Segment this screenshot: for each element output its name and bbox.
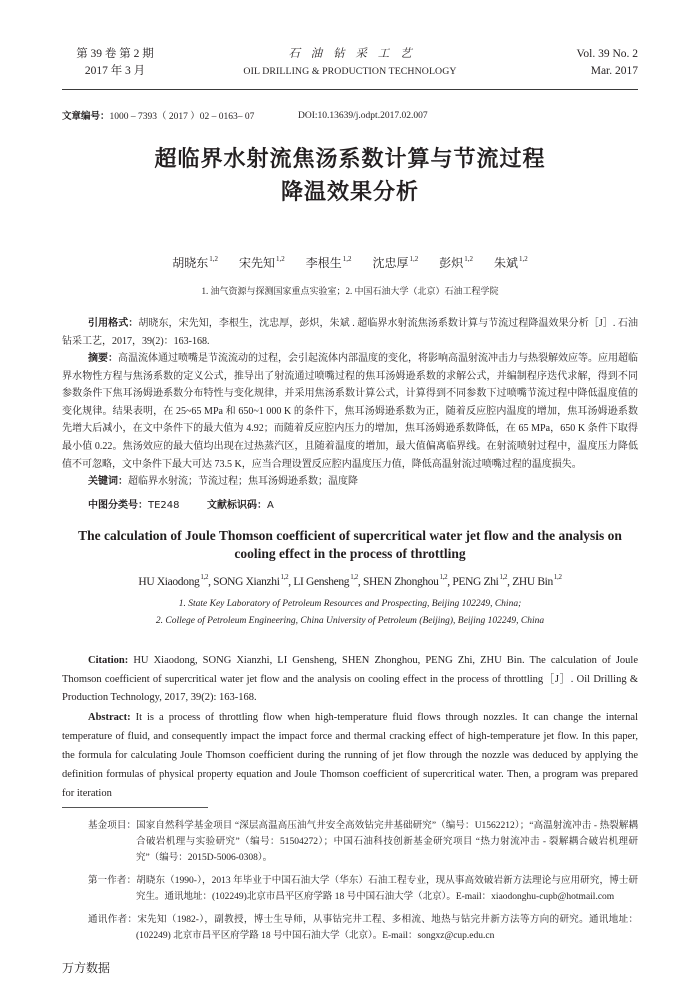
journal-name-en: OIL DRILLING & PRODUCTION TECHNOLOGY xyxy=(243,66,457,77)
author-name: HU Xiaodong xyxy=(138,576,200,589)
clc-label: 中图分类号： xyxy=(88,500,148,512)
author-affil-sup: 1,2 xyxy=(350,573,358,582)
clc-value: TE248 xyxy=(148,500,180,512)
author-affil-sup: 1,2 xyxy=(519,255,528,263)
footnote-text: 宋先知（1982-），副教授，博士生导师，从事钻完井工程、多相流、地热与钻完井新方法等方向的研究。通讯地址：(102249) 北京市昌平区府学路 18 号中国石油大学（北京）。E-mail：songxz@cup.edu.cn xyxy=(136,915,638,941)
author-cn xyxy=(306,256,352,270)
author-affil-sup: 1,2 xyxy=(464,255,474,263)
footnote-label: 通讯作者： xyxy=(88,914,138,925)
title-en: The calculation of Joule Thomson coefficient of supercritical water jet flow and the analysis on cooling effect in the process of throttling xyxy=(78,528,622,562)
footnotes xyxy=(62,818,638,951)
author-affil-sup: 1,2 xyxy=(439,573,448,582)
date-cn: 2017 年 3 月 xyxy=(84,65,146,77)
author-affil-sup: 1,2 xyxy=(200,573,209,582)
keywords-cn-label: 关键词： xyxy=(88,476,128,488)
doc-code-label: 文献标识码： xyxy=(207,500,267,512)
author-affil-sup: 1,2 xyxy=(342,255,352,263)
author-name: 彭炽 xyxy=(439,256,464,270)
author-separator: , xyxy=(357,576,363,589)
citation-en-text: HU Xiaodong, SONG Xianzhi, LI Gensheng, SHEN Zhonghou, PENG Zhi, ZHU Bin. The calculation of Joule Thomson coefficient of supercritical water jet flow and the analysis on cooling effect in the process of throttling［J］. Oil Drilling & Production Technology, 2017, 39(2): 163-168. xyxy=(62,655,638,704)
author-name: LI Gensheng xyxy=(293,576,350,589)
citation-en xyxy=(62,652,638,708)
clc-group xyxy=(88,497,207,514)
author-name: 胡晓东 xyxy=(172,256,209,270)
author-cn xyxy=(172,256,218,270)
author-name: ZHU Bin xyxy=(512,576,553,589)
title-cn-line: 降温效果分析 xyxy=(280,180,419,205)
author-en xyxy=(213,573,294,589)
citation-en-label: Citation: xyxy=(88,655,129,667)
keywords-cn-text: 超临界水射流；节流过程；焦耳汤姆逊系数；温度降 xyxy=(128,476,358,488)
article-id-value: 1000 – 7393（ 2017 ）02 – 0163– 07 xyxy=(109,112,255,122)
abstract-en-text: It is a process of throttling flow when high-temperature fluid flows through nozzles. It can change the internal temperature of fluid, and consequently impact the impact force and thermal cracking effect of high-temperature jet flow. In this paper, the formula for calculating Joule Thomson coefficient during the running of jet flow through the nozzle was deduced by applying the definition formulas of physical property equation and Joule Thomson coefficient of supercritical water. Then, a program was prepared for iteration xyxy=(62,711,638,799)
author-en xyxy=(452,573,513,589)
author-cn xyxy=(373,256,419,270)
author-affil-sup: 1,2 xyxy=(280,573,289,582)
author-name: 沈忠厚 xyxy=(372,256,409,270)
article-front-matter xyxy=(62,143,638,803)
doi: DOI:10.13639/j.odpt.2017.02.007 xyxy=(298,111,428,121)
source-watermark: 万方数据 xyxy=(62,961,111,975)
classification xyxy=(62,497,638,514)
footnote-label: 基金项目： xyxy=(88,820,137,831)
footnote-text: 国家自然科学基金项目 “深层高温高压油气井安全高效钻完井基础研究”（编号：U1562212）；“高温射流冲击 - 热裂解耦合破岩机理与实验研究”（编号：51504272）；中国石油科技创新基金研究项目 “热力射流冲击 - 裂解耦合破岩机理研究”（编号：2015D-5006-0308）。 xyxy=(136,821,638,863)
authors-en xyxy=(62,573,638,591)
author-separator: , xyxy=(288,576,294,589)
citation-cn-text: 胡晓东，宋先知，李根生，沈忠厚，彭炽，朱斌 . 超临界水射流焦汤系数计算与节流过程降温效果分析［J］. 石油钻采工艺，2017，39(2)：163-168. xyxy=(62,318,638,347)
abstract-en-label: Abstract: xyxy=(88,711,131,723)
issue-en: Vol. 39 No. 2 xyxy=(576,48,638,60)
author-separator: , xyxy=(507,576,513,589)
footnote-first-author xyxy=(62,873,638,905)
author-affil-sup: 1,2 xyxy=(553,573,562,582)
author-affil-sup: 1,2 xyxy=(499,573,508,582)
abstract-en xyxy=(62,708,638,803)
keywords-cn xyxy=(62,473,638,490)
author-en xyxy=(138,573,214,589)
title-cn xyxy=(62,143,638,209)
article-id-label: 文章编号： xyxy=(62,111,110,122)
issue-cn: 第 39 卷 第 2 期 xyxy=(76,48,154,60)
author-en xyxy=(362,573,453,589)
citation-cn-label: 引用格式： xyxy=(88,318,139,329)
date-en: Mar. 2017 xyxy=(590,65,638,77)
footnote-rule xyxy=(62,807,208,808)
author-cn xyxy=(494,256,528,270)
affiliation-en-line: 1. State Key Laboratory of Petroleum Resources and Prospecting, Beijing 102249, China; xyxy=(178,599,522,610)
footnote-corresponding-author xyxy=(62,912,638,944)
footnote-label: 第一作者： xyxy=(88,875,137,886)
author-cn xyxy=(439,256,473,270)
affiliations-cn: 1. 油气资源与探测国家重点实验室；2. 中国石油大学（北京）石油工程学院 xyxy=(201,286,499,296)
footnote-text: 胡晓东（1990-），2013 年毕业于中国石油大学（华东）石油工程专业，现从事高效破岩新方法理论与应用研究，博士研究生。通讯地址：(102249)北京市昌平区府学路 18 号中国石油大学（北京）。E-mail：xiaodonghu-cupb@hotmail.com xyxy=(136,876,638,902)
footnote-funding xyxy=(62,818,638,866)
title-cn-line: 超临界水射流焦汤系数计算与节流过程 xyxy=(154,147,546,172)
abstract-cn xyxy=(62,350,638,473)
author-name: SONG Xianzhi xyxy=(213,576,280,589)
author-affil-sup: 1,2 xyxy=(275,255,285,263)
author-name: 宋先知 xyxy=(238,256,275,270)
author-en xyxy=(512,573,562,589)
abstract-cn-text: 高温流体通过喷嘴是节流流动的过程，会引起流体内部温度的变化，将影响高温射流冲击力与热裂解效应等。应用超临界水物性方程与焦汤系数的定义公式，推导出了射流通过喷嘴过程的焦耳汤姆逊系数的求解公式，并编制程序迭代求解，得到不同参数条件下焦耳汤姆逊系数分布特性与变化规律，并采用焦汤系数计算公式，计算得到不同参数下过喷嘴节流过程中降低温度值的变化规律。结果表明，在 25~65 MPa 和 650~1 000 K 的条件下，焦耳汤姆逊系数为正，随着反应腔内温度的增加，焦耳汤姆逊系数先增大后减小，在文中条件下的最大值为 4.92；而随着反应腔内压力的增加，焦耳汤姆逊系数降低，在 65 MPa，650 K 条件下取得最小值 0.22。焦汤效应的最大值均出现在过热蒸汽区，且随着温度的增加，最大值偏离临界线。在射流喷射过程中，温度压力降低值不可忽略，文中条件下最大可达 73.5 K，应当合理设置反应腔内温度压力值，降低高温射流过喷嘴过程的温度损失。 xyxy=(62,353,638,470)
citation-cn xyxy=(62,315,638,350)
abstract-cn-label: 摘要： xyxy=(88,353,118,364)
author-affil-sup: 1,2 xyxy=(209,255,218,263)
affiliations-en xyxy=(62,596,638,630)
header-rule xyxy=(62,89,638,90)
author-affil-sup: 1,2 xyxy=(409,255,419,263)
author-name: PENG Zhi xyxy=(452,576,499,589)
author-cn xyxy=(239,256,285,270)
authors-cn xyxy=(62,254,638,272)
running-header-center xyxy=(200,46,500,80)
author-separator: , xyxy=(208,576,214,589)
article-meta xyxy=(62,109,638,124)
author-separator: , xyxy=(447,576,453,589)
running-header-left xyxy=(62,46,168,80)
journal-name-cn: 石 油 钻 采 工 艺 xyxy=(288,48,412,60)
author-name: SHEN Zhonghou xyxy=(362,576,439,589)
running-header-right xyxy=(577,46,638,80)
affiliation-en-line: 2. College of Petroleum Engineering, China University of Petroleum (Beijing), Beijing 102249, China xyxy=(155,616,545,627)
author-en xyxy=(293,573,363,589)
doc-code-value: A xyxy=(267,500,274,512)
author-name: 李根生 xyxy=(305,256,342,270)
author-name: 朱斌 xyxy=(494,256,519,270)
